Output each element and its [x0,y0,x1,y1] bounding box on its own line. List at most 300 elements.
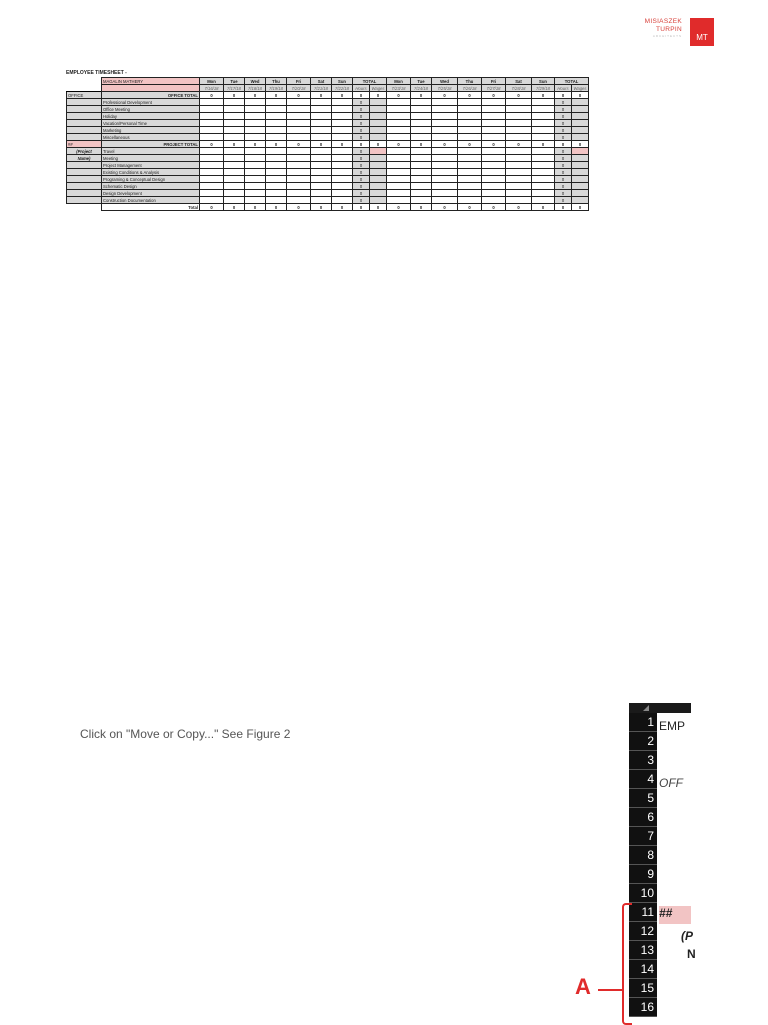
hours-entry [224,197,245,204]
hours-entry [411,120,432,127]
hours-total: 0 [353,99,370,106]
wages-total [370,176,387,183]
hours-entry [458,134,482,141]
project-name-cell [67,183,102,190]
task-label: Construction Documentation [102,197,200,204]
hours-total: 0 [555,120,572,127]
hours-entry [532,155,555,162]
hours-entry [387,127,411,134]
date-header: 7/21/18 [311,85,332,92]
select-all-corner[interactable] [629,703,691,713]
hours-entry [200,134,224,141]
hours-entry [287,162,311,169]
row-header-5[interactable]: 5 [629,789,657,808]
wages-total [572,106,589,113]
hours-entry [387,190,411,197]
section-label: OFFICE [67,92,102,99]
day-header: Sat [506,78,532,85]
hours-entry [387,162,411,169]
hours-entry [332,99,353,106]
office-item-row [67,127,589,134]
hours-entry [200,169,224,176]
hours-entry [432,162,458,169]
hours-entry [532,106,555,113]
annotation-label-a: A [575,974,591,999]
project-item-row [67,169,589,176]
hours-entry [482,155,506,162]
task-label: Travel [102,148,200,155]
date-header: 7/29/18 [532,85,555,92]
hours-entry [266,113,287,120]
total-value: 0 [224,92,245,99]
hours-entry [332,106,353,113]
hours-entry [266,99,287,106]
hours-entry [387,176,411,183]
row-header-1[interactable]: 1 [629,713,657,732]
hours-header: Hours [353,85,370,92]
task-label: Holiday [102,113,200,120]
hours-entry [200,113,224,120]
hours-entry [532,183,555,190]
grand-total-value: 0 [287,204,311,211]
hours-entry [532,176,555,183]
hours-entry [458,162,482,169]
hours-entry [482,169,506,176]
row-header-3[interactable]: 3 [629,751,657,770]
hours-total: 0 [353,134,370,141]
hours-entry [245,162,266,169]
cell-b13[interactable]: N [687,947,696,961]
hours-entry [287,155,311,162]
hours-entry [332,127,353,134]
hours-entry [458,127,482,134]
project-name-cell [67,176,102,183]
cell-a11[interactable]: ## [659,906,691,924]
hours-entry [482,134,506,141]
name-fill [102,85,200,92]
total-value: 0 [432,92,458,99]
hours-entry [311,162,332,169]
hours-entry [458,155,482,162]
hours-total: 0 [555,183,572,190]
hours-entry [266,148,287,155]
row-header-16[interactable]: 16 [629,998,657,1017]
total-value: 0 [332,141,353,148]
date-header: 7/22/18 [332,85,353,92]
hours-entry [245,155,266,162]
wages-total [370,148,387,155]
hours-entry [332,197,353,204]
hours-entry [458,183,482,190]
date-header: 7/20/18 [287,85,311,92]
hours-entry [432,99,458,106]
total-value: 0 [572,92,589,99]
hours-entry [532,169,555,176]
hours-entry [332,176,353,183]
wages-total [370,120,387,127]
hours-entry [200,99,224,106]
grand-total-value: 0 [224,204,245,211]
hours-total: 0 [353,190,370,197]
hours-entry [432,134,458,141]
total-value: 0 [432,141,458,148]
row-header-11[interactable]: 11 [629,903,657,922]
header-dates-row [67,85,589,92]
hours-entry [387,197,411,204]
hours-entry [482,197,506,204]
wages-header: Wages [572,85,589,92]
wages-total [572,120,589,127]
wages-total [572,155,589,162]
total-value: 0 [532,92,555,99]
grand-total-value: 0 [311,204,332,211]
wages-total [370,113,387,120]
hours-entry [224,169,245,176]
hours-entry [482,106,506,113]
hours-entry [432,176,458,183]
total-value: 0 [411,141,432,148]
hours-entry [224,176,245,183]
total-value: 0 [200,141,224,148]
project-name-cell [67,190,102,197]
total-value: 0 [245,92,266,99]
project-name-cell [67,197,102,204]
hours-entry [432,155,458,162]
hours-entry [311,176,332,183]
hours-entry [332,155,353,162]
task-label: Design Development [102,190,200,197]
grand-total-value: 0 [200,204,224,211]
hours-entry [506,120,532,127]
hours-total: 0 [353,106,370,113]
hours-entry [411,106,432,113]
date-header: 7/16/18 [200,85,224,92]
hours-total: 0 [555,99,572,106]
grand-total-value: 0 [245,204,266,211]
hours-entry [432,106,458,113]
hours-entry [224,148,245,155]
grand-total-value: 0 [506,204,532,211]
wages-total [370,155,387,162]
row-header-14[interactable]: 14 [629,960,657,979]
hours-entry [482,148,506,155]
hours-entry [387,169,411,176]
company-logo [640,18,716,48]
hours-entry [287,190,311,197]
hours-entry [332,162,353,169]
hours-total: 0 [353,197,370,204]
total-value: 0 [506,141,532,148]
hours-entry [224,134,245,141]
hours-entry [432,113,458,120]
date-header: 7/24/18 [411,85,432,92]
wages-total [572,134,589,141]
total-value: 0 [555,92,572,99]
total-value: 0 [332,92,353,99]
grand-total-value: 0 [458,204,482,211]
hours-entry [311,106,332,113]
hours-entry [482,162,506,169]
hours-entry [200,176,224,183]
hours-entry [411,134,432,141]
hours-entry [506,183,532,190]
hours-entry [311,99,332,106]
hours-entry [387,155,411,162]
hours-entry [224,190,245,197]
hours-entry [266,106,287,113]
day-header: Tue [224,78,245,85]
row-header-9[interactable]: 9 [629,865,657,884]
cell-b12[interactable]: (P [681,929,693,943]
row-header-7[interactable]: 7 [629,827,657,846]
hours-entry [224,127,245,134]
hours-entry [506,148,532,155]
hours-entry [311,197,332,204]
hours-entry [287,120,311,127]
wages-total [572,99,589,106]
row-header-6[interactable]: 6 [629,808,657,827]
row-header-13[interactable]: 13 [629,941,657,960]
wages-total [572,162,589,169]
grand-total-value: 0 [432,204,458,211]
project-item-row [67,162,589,169]
hours-entry [432,183,458,190]
grand-total-value: 0 [387,204,411,211]
wages-total [572,183,589,190]
hours-entry [387,120,411,127]
hours-entry [287,99,311,106]
hours-entry [266,134,287,141]
hours-entry [245,197,266,204]
hours-entry [287,106,311,113]
hours-entry [532,113,555,120]
hours-entry [482,113,506,120]
hours-entry [506,197,532,204]
hours-total: 0 [353,113,370,120]
hours-total: 0 [353,183,370,190]
row-header-8[interactable]: 8 [629,846,657,865]
wages-total [572,176,589,183]
wages-total [572,169,589,176]
hours-entry [245,113,266,120]
grand-total-value: 0 [532,204,555,211]
hours-entry [245,99,266,106]
hours-entry [287,176,311,183]
hours-entry [411,197,432,204]
hours-total: 0 [353,162,370,169]
wages-total [370,190,387,197]
wages-total [370,99,387,106]
total-value: 0 [482,141,506,148]
total-value: 0 [370,92,387,99]
grand-total-value: 0 [266,204,287,211]
project-name-cell [67,120,102,127]
project-name-cell [67,113,102,120]
hours-entry [266,120,287,127]
timesheet-title: EMPLOYEE TIMESHEET - [66,70,127,76]
hours-entry [482,99,506,106]
date-header: 7/28/18 [506,85,532,92]
project-name-cell: (Project [67,148,102,155]
project-total-row [67,141,589,148]
hours-entry [266,176,287,183]
hours-entry [200,127,224,134]
section-label: ## [67,141,102,148]
hours-entry [245,120,266,127]
wages-total [572,148,589,155]
hours-entry [311,155,332,162]
day-header: Wed [245,78,266,85]
office-total-row [67,92,589,99]
hours-entry [506,176,532,183]
hours-entry [432,127,458,134]
office-item-row [67,120,589,127]
hours-entry [506,106,532,113]
total-value: 0 [555,141,572,148]
hours-entry [245,176,266,183]
hours-entry [506,127,532,134]
hours-total: 0 [353,120,370,127]
hours-total: 0 [555,190,572,197]
date-header: 7/25/18 [432,85,458,92]
hours-entry [482,127,506,134]
hours-header: Hours [555,85,572,92]
row-header-12[interactable]: 12 [629,922,657,941]
hours-entry [245,169,266,176]
day-header: Mon [387,78,411,85]
project-name-cell: Name) [67,155,102,162]
total-value: 0 [287,141,311,148]
instruction-text: Click on "Move or Copy..." See Figure 2 [80,727,291,741]
office-item-row [67,99,589,106]
hours-entry [411,183,432,190]
hours-entry [432,169,458,176]
day-header: Sat [311,78,332,85]
total-value: 0 [287,92,311,99]
total-value: 0 [266,141,287,148]
grand-total-value: 0 [332,204,353,211]
hours-entry [532,190,555,197]
hours-entry [387,106,411,113]
row-header-15[interactable]: 15 [629,979,657,998]
total-value: 0 [266,92,287,99]
hours-entry [311,183,332,190]
total-value: 0 [532,141,555,148]
wages-total [572,197,589,204]
hours-entry [432,190,458,197]
header-days-row [67,78,589,85]
hours-entry [411,127,432,134]
hours-entry [506,162,532,169]
grand-total-value: 0 [353,204,370,211]
wages-header: Wages [370,85,387,92]
hours-entry [332,113,353,120]
project-name-cell [67,99,102,106]
hours-entry [387,183,411,190]
wages-total [572,190,589,197]
hours-entry [311,127,332,134]
hours-entry [311,190,332,197]
hours-total: 0 [555,106,572,113]
hours-entry [482,190,506,197]
project-name-cell [67,127,102,134]
hours-entry [245,106,266,113]
hours-entry [332,183,353,190]
date-header: 7/19/18 [266,85,287,92]
section-total-label: OFFICE TOTAL [102,92,200,99]
task-label: Professional Development [102,99,200,106]
cell-a1[interactable]: EMP [659,719,686,733]
hours-total: 0 [555,127,572,134]
project-item-row [67,148,589,155]
hours-entry [287,169,311,176]
hours-entry [287,197,311,204]
total-value: 0 [370,141,387,148]
day-header: Wed [432,78,458,85]
hours-entry [224,99,245,106]
task-label: Vacation/Personal Time [102,120,200,127]
total-value: 0 [458,92,482,99]
hours-total: 0 [353,127,370,134]
hours-total: 0 [555,113,572,120]
hours-entry [266,169,287,176]
hours-total: 0 [555,155,572,162]
project-item-row [67,155,589,162]
week-total-header: TOTAL [353,78,387,85]
hours-total: 0 [353,176,370,183]
grand-total-value: 0 [370,204,387,211]
hours-entry [458,120,482,127]
row-header-4[interactable]: 4 [629,770,657,789]
section-total-label: PROJECT TOTAL [102,141,200,148]
office-item-row [67,106,589,113]
total-value: 0 [200,92,224,99]
cell-a4[interactable]: OFF [659,776,683,790]
hours-entry [387,134,411,141]
hours-entry [224,162,245,169]
total-value: 0 [353,141,370,148]
hours-entry [532,134,555,141]
project-name-cell [67,134,102,141]
task-label: Office Meeting [102,106,200,113]
hours-entry [287,183,311,190]
timesheet-table [66,77,589,211]
task-label: Schematic Design [102,183,200,190]
hours-entry [387,148,411,155]
hours-total: 0 [555,169,572,176]
hours-entry [224,113,245,120]
project-name-cell [67,106,102,113]
hours-total: 0 [353,155,370,162]
hours-entry [506,190,532,197]
hours-entry [266,197,287,204]
total-value: 0 [387,92,411,99]
hours-entry [411,169,432,176]
hours-entry [482,183,506,190]
hours-entry [224,155,245,162]
hours-total: 0 [555,162,572,169]
project-item-row [67,176,589,183]
date-header: 7/23/18 [387,85,411,92]
office-item-row [67,134,589,141]
total-value: 0 [224,141,245,148]
wages-total [370,134,387,141]
grand-total-label: Total [102,204,200,211]
task-label: Marketing [102,127,200,134]
hours-entry [532,197,555,204]
row-header-2[interactable]: 2 [629,732,657,751]
row-header-10[interactable]: 10 [629,884,657,903]
